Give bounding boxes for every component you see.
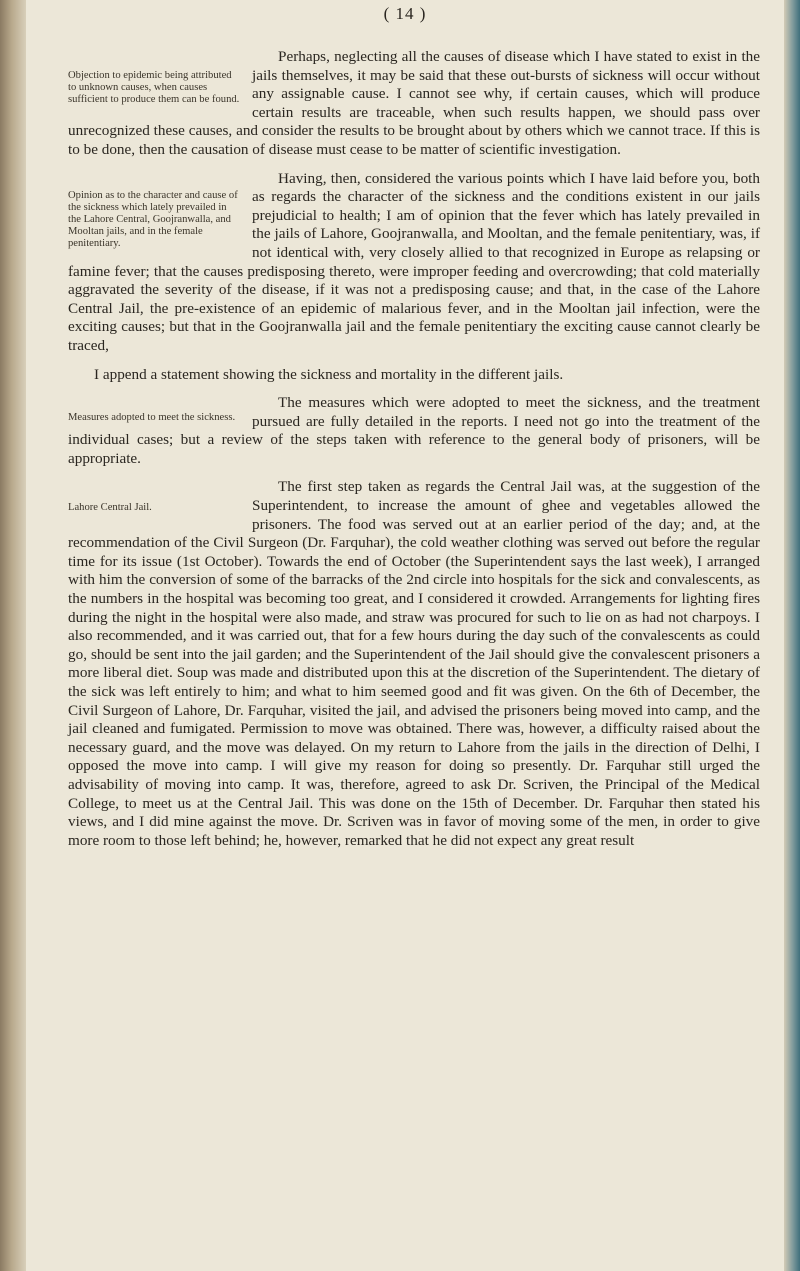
- sidenote-lahore-central-jail: Lahore Central Jail.: [68, 502, 152, 514]
- book-page: [26, 0, 784, 1271]
- paragraph-2: [68, 170, 760, 356]
- sidenote-measures: Measures adopted to meet the sickness.: [68, 412, 236, 424]
- book-binding-shadow: [0, 0, 26, 1271]
- paragraph-5: [68, 478, 760, 850]
- paragraph-2-text: Having, then, considered the various points which I have laid before you, both as regards the character of the sickness and the conditions existent in our jails prejudicial to health; I am of opinion that the fever which has lately prevailed in the jails of Lahore, Goojranwalla, and Mooltan, and the female penitentiary, was, if not identical with, very closely allied to that recognized in Europe as relapsing or famine fever; that the causes predisposing thereto, were improper feeding and overcrowding; that cold materially aggravated the severity of the disease, if it was not a predisposing cause; and that, in the case of the Lahore Central Jail, the pre-existence of an epidemic of malarious fever, and in the Mooltan jail infection, were the exciting causes; but that in the Goojranwalla jail and the female penitentiary the exciting cause cannot clearly be traced,: [68, 169, 760, 354]
- paragraph-1-text: Perhaps, neglecting all the causes of disease which I have stated to exist in the jails themselves, it may be said that these out-bursts of sickness will occur without any assignable cause. I cannot see why, if certain causes, which will produce certain results are traceable, when such results happen, we should pass over unrecognized these causes, and consider the results to be brought about by others which we cannot trace. If this is to be done, then the causation of disease must cease to be matter of scientific investigation.: [68, 48, 760, 158]
- page-number: ( 14 ): [383, 4, 427, 23]
- paragraph-4: [68, 394, 760, 468]
- paragraph-4-text: The measures which were adopted to meet the sickness, and the treatment pursued are fully detailed in the reports. I need not go into the treatment of the individual cases; but a review of the steps taken with reference to the general body of prisoners, will be appropriate.: [68, 394, 760, 467]
- page-edge: [784, 0, 800, 1271]
- sidenote-objection: Objection to epidemic being attributed to unknown causes, when causes sufficient to produce them can be found.: [68, 70, 240, 106]
- page-body: [68, 48, 760, 860]
- paragraph-1: [68, 48, 760, 160]
- sidenote-opinion: Opinion as to the character and cause of the sickness which lately prevailed in the Lahore Central, Goojranwalla, and Mooltan jails, and in the female penitentiary.: [68, 189, 238, 250]
- paragraph-3: I append a statement showing the sickness and mortality in the different jails.: [94, 365, 564, 383]
- paragraph-5-text: The first step taken as regards the Central Jail was, at the suggestion of the Superintendent, to increase the amount of ghee and vegetables allowed the prisoners. The food was served out at an earlier period of the day; and, at the recommendation of the Civil Surgeon (Dr. Farquhar), the cold weather clothing was served out before the regular time for its issue (1st October). Towards the end of October (the Superintendent says the last week), I arranged with him the conversion of some of the barracks of the 2nd circle into hospitals for the sick and convalescents, as the numbers in the hospital was becoming too great, and I considered it crowded. Arrangements for lighting fires during the night in the hospital were also made, and straw was procured for such to lie on as had not charpoys. I also recommended, and it was carried out, that for a few hours during the day such of the convalescents as could go, should be sent into the jail garden; and the Superintendent of the Jail should give the convalescent prisoners a more liberal diet. Soup was made and distributed upon this at the discretion of the Superintendent. The dietary of the sick was left entirely to him; and what to him seemed good and fit was given. On the 6th of December, the Civil Surgeon of Lahore, Dr. Farquhar, visited the jail, and advised the prisoners being moved into camp, and the jail cleaned and fumigated. Permission to move was obtained. There was, however, a difficulty raised about the necessary guard, and the move was delayed. On my return to Lahore from the jails in the direction of Delhi, I opposed the move into camp. I will give my reason for doing so presently. Dr. Farquhar still urged the advisability of moving into camp. It was, therefore, agreed to ask Dr. Scriven, the Principal of the Medical College, to meet us at the Central Jail. This was done on the 15th of December. Dr. Farquhar then stated his views, and I did mine against the move. Dr. Scriven was in favor of moving some of the men, in order to give more room to those left behind; he, however, remarked that he did not expect any great result: [68, 478, 760, 849]
